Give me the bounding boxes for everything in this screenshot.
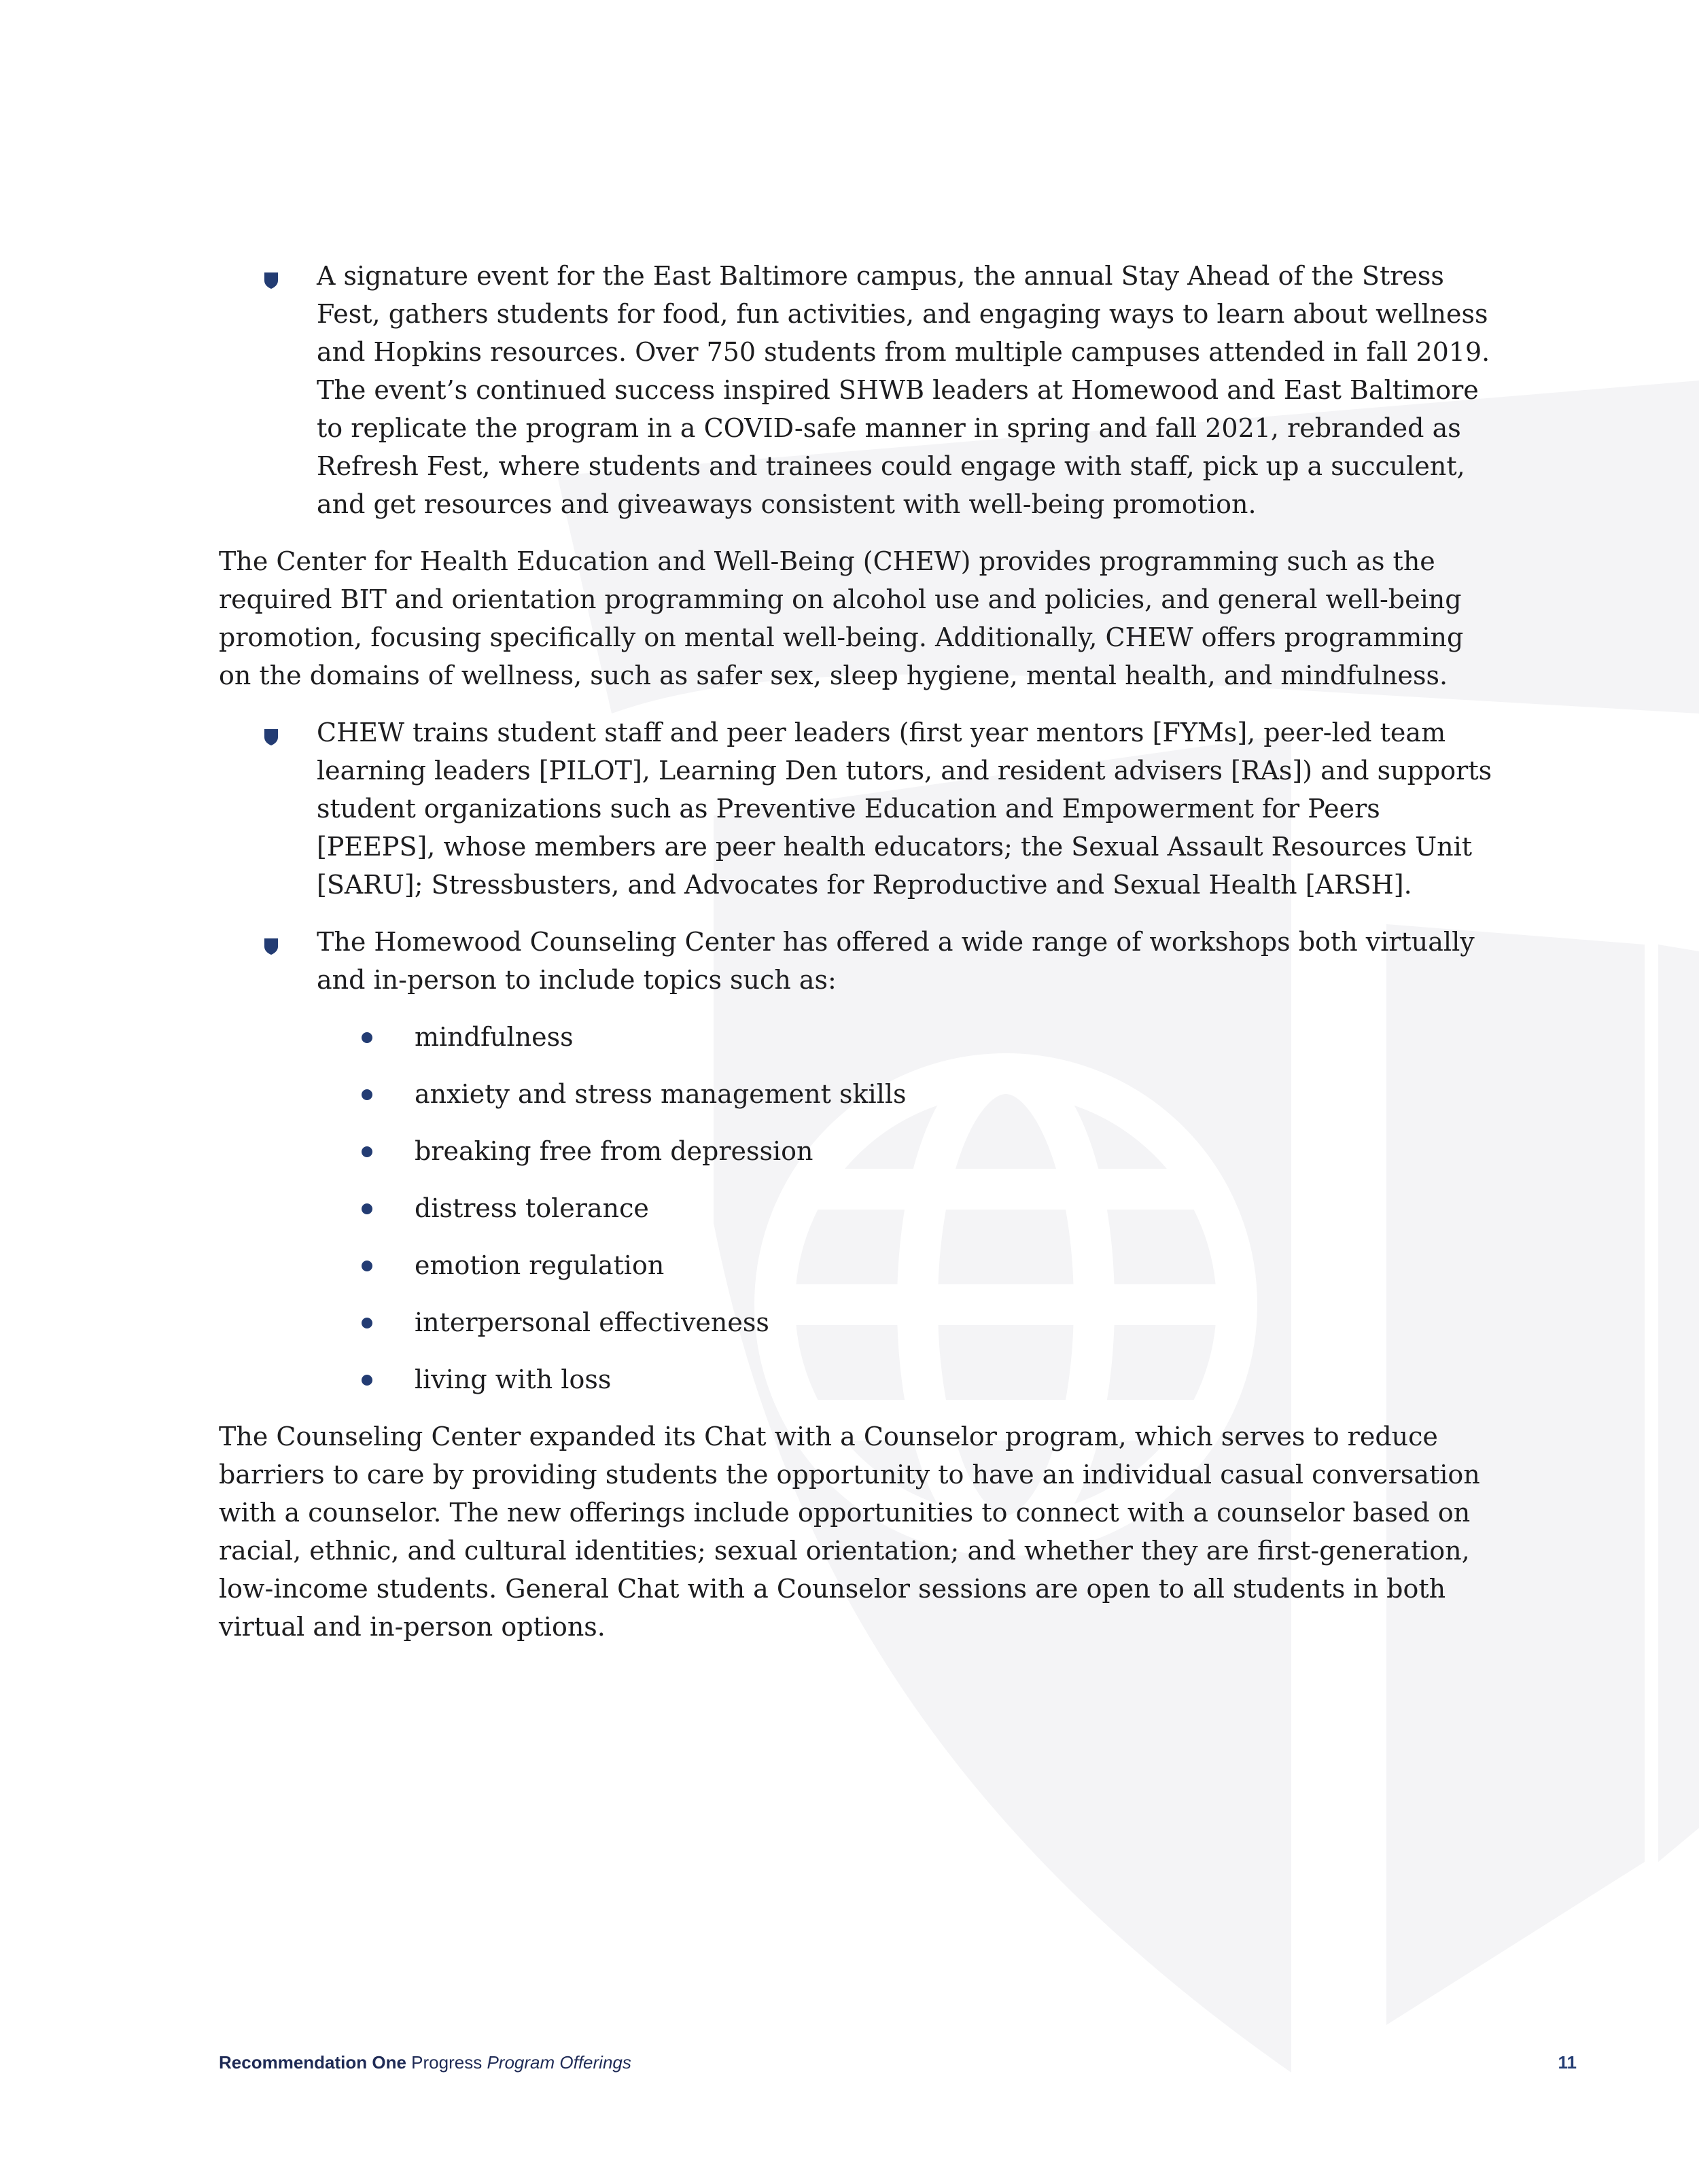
paragraph-chew: The Center for Health Education and Well-Being (CHEW) provides programming such as the required BIT and orientation programming on alcohol use and policies, and general well-being promotion, focusing specifically on mental well-being. Additionally, CHEW offers programming on the domains of wellness, such as safer sex, sleep hygiene, mental health, and mindfulness. — [219, 546, 1464, 690]
list-item — [219, 714, 1496, 904]
workshop-topics-list — [317, 1018, 1496, 1398]
topic-item — [317, 1075, 1496, 1113]
page-footer — [219, 2052, 1577, 2073]
dot-bullet-icon — [362, 1318, 372, 1328]
topic-item — [317, 1303, 1496, 1341]
dot-bullet-icon — [362, 1375, 372, 1386]
list-item — [219, 257, 1496, 523]
list-item — [219, 923, 1496, 1398]
dot-bullet-icon — [362, 1146, 372, 1157]
topic-item — [317, 1018, 1496, 1056]
shield-bullet-icon — [264, 728, 279, 746]
topic-text: interpersonal effectiveness — [415, 1307, 769, 1337]
topic-text: living with loss — [415, 1364, 612, 1394]
list-item-text: The Homewood Counseling Center has offered a wide range of workshops both virtually and in-person to include topics such as: — [317, 927, 1475, 995]
dot-bullet-icon — [362, 1089, 372, 1100]
topic-text: mindfulness — [415, 1022, 574, 1052]
list-item-text: CHEW trains student staff and peer leaders (first year mentors [FYMs], peer-led team learning leaders [PILOT], Learning Den tutors, and resident advisers [RAs]) and supports student organizations such as Preventive Education and Empowerment for Peers [PEEPS], whose members are peer health educators; the Sexual Assault Resources Unit [SARU]; Stressbusters, and Advocates for Reproductive and Sexual Health [ARSH]. — [317, 718, 1492, 900]
topic-text: distress tolerance — [415, 1193, 649, 1223]
dot-bullet-icon — [362, 1203, 372, 1214]
page-number: 11 — [1558, 2052, 1577, 2073]
topic-item — [317, 1189, 1496, 1227]
footer-section: Recommendation One — [219, 2052, 406, 2073]
topic-text: emotion regulation — [415, 1250, 665, 1280]
topic-text: breaking free from depression — [415, 1136, 813, 1166]
bullet-list-chew-programs — [219, 714, 1496, 1398]
dot-bullet-icon — [362, 1261, 372, 1271]
paragraph-counseling: The Counseling Center expanded its Chat with a Counselor program, which serves to reduce barriers to care by providing students the opportunity to have an individual casual conversation with a counselor. The new offerings include opportunities to connect with a counselor based on racial, ethnic, and cultural identities; sexual orientation; and whether they are first-generation, low-income students. General Chat with a Counselor sessions are open to all students in both virtual and in-person options. — [219, 1422, 1480, 1642]
topic-item — [317, 1132, 1496, 1170]
document-body — [219, 257, 1496, 1665]
footer-subsection: Program Offerings — [487, 2052, 631, 2073]
shield-bullet-icon — [264, 272, 279, 289]
footer-progress: Progress — [411, 2052, 483, 2073]
bullet-list-stress-fest — [219, 257, 1496, 523]
topic-item — [317, 1246, 1496, 1284]
topic-item — [317, 1360, 1496, 1398]
dot-bullet-icon — [362, 1032, 372, 1043]
list-item-text: A signature event for the East Baltimore campus, the annual Stay Ahead of the Stress Fest, gathers students for food, fun activities, and engaging ways to learn about wellness and Hopkins resources. Over 750 students from multiple campuses attended in fall 2019. The event’s continued success inspired SHWB leaders at Homewood and East Baltimore to replicate the program in a COVID-safe manner in spring and fall 2021, rebranded as Refresh Fest, where students and trainees could engage with staff, pick up a succulent, and get resources and giveaways consistent with well-being promotion. — [317, 261, 1490, 519]
topic-text: anxiety and stress management skills — [415, 1079, 907, 1109]
shield-bullet-icon — [264, 938, 279, 955]
